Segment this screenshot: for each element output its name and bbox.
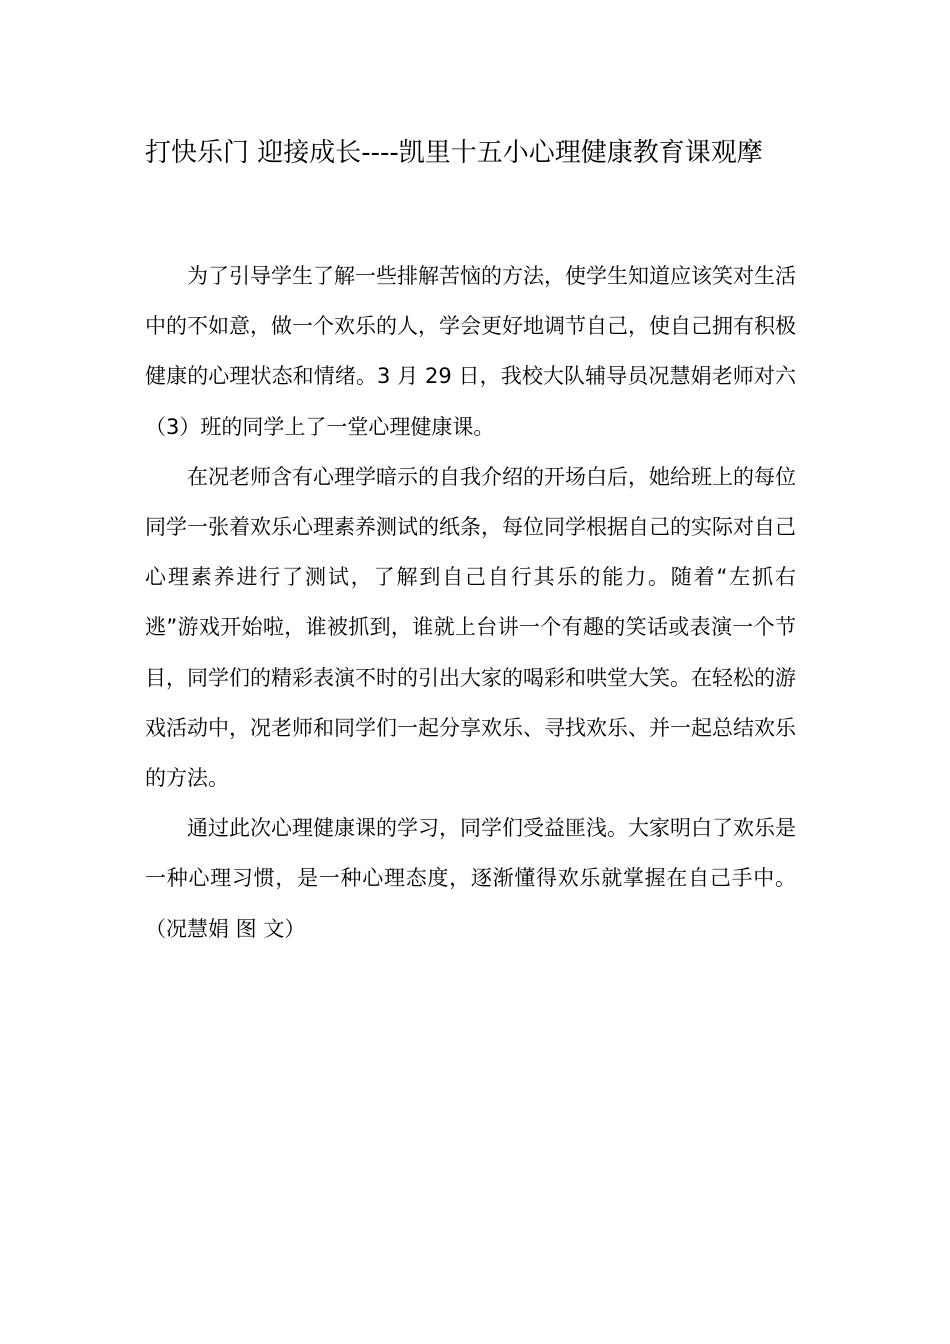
document-body [145,251,796,954]
paragraph-activity: 在况老师含有心理学暗示的自我介绍的开场白后，她给班上的每位同学一张着欢乐心理素养测试的纸条，每位同学根据自己的实际对自己心理素养进行了测试，了解到自己自行其乐的能力。随着“左抓右逃”游戏开始啦，谁被抓到，谁就上台讲一个有趣的笑话或表演一个节目，同学们的精彩表演不时的引出大家的喝彩和哄堂大笑。在轻松的游戏活动中，况老师和同学们一起分享欢乐、寻找欢乐、并一起总结欢乐的方法。 [145,464,796,791]
document-title: 打快乐门 迎接成长----凯里十五小心理健康教育课观摩 [145,138,763,168]
paragraph-intro: 为了引导学生了解一些排解苦恼的方法，使学生知道应该笑对生活中的不如意，做一个欢乐的人，学会更好地调节自己，使自己拥有积极健康的心理状态和情绪。3 月 29 日，我校大队辅导员况慧娟老师对六（3）班的同学上了一堂心理健康课。 [145,264,796,439]
paragraph-conclusion: 通过此次心理健康课的学习，同学们受益匪浅。大家明白了欢乐是一种心理习惯，是一种心理态度，逐渐懂得欢乐就掌握在自己手中。 （况慧娟 图 文） [145,816,796,941]
